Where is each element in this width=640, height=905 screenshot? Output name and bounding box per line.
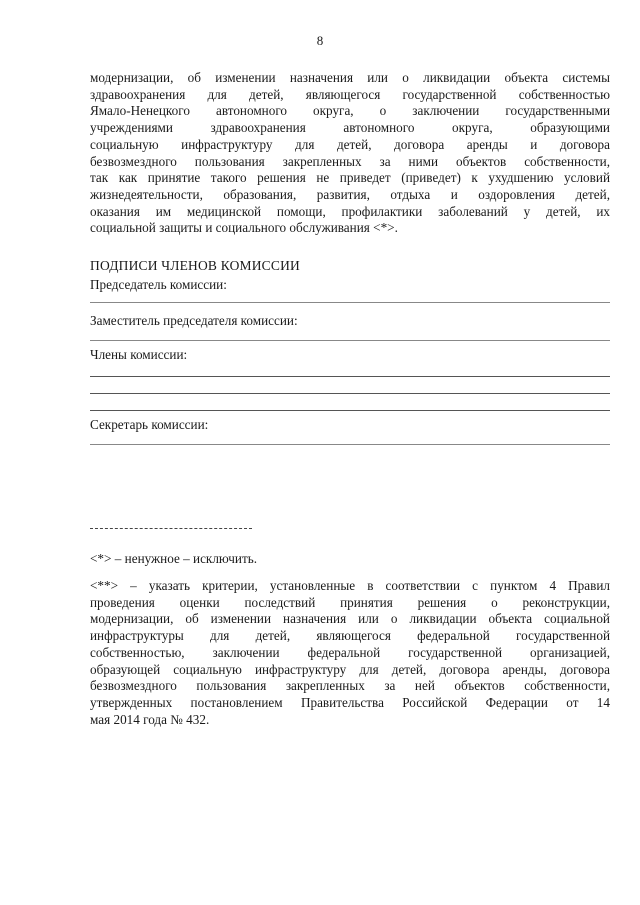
footnote-2 — [90, 578, 610, 728]
deputy-signature-line — [90, 340, 610, 341]
secretary-label: Секретарь комиссии: — [90, 417, 209, 432]
paragraph-line: жизнедеятельности, образования, развития, отдыха и оздоровления детей, — [90, 186, 610, 202]
footnote-line: проведения оценки последствий принятия решения о реконструкции, — [90, 594, 610, 610]
footnote-separator — [90, 528, 252, 529]
paragraph-line: оказания им медицинской помощи, профилактики заболеваний у детей, их — [90, 203, 610, 219]
paragraph-line: социальной защиты и социального обслуживания <*>. — [90, 220, 398, 236]
deputy-label: Заместитель председателя комиссии: — [90, 313, 298, 328]
members-label: Члены комиссии: — [90, 347, 188, 362]
members-signature-line — [90, 376, 610, 377]
chair-label: Председатель комиссии: — [90, 277, 227, 292]
paragraph-line: безвозмездного пользования закрепленных за ними объектов собственности, — [90, 153, 610, 169]
secretary-signature-line — [90, 444, 610, 445]
footnote-line: утвержденных постановлением Правительства Российской Федерации от 14 — [90, 694, 610, 710]
footnote-line: инфраструктуры для детей, являющегося федеральной государственной — [90, 628, 610, 644]
members-signature-line — [90, 393, 610, 394]
footnote-line: безвозмездного пользования закрепленных за ней объектов собственности, — [90, 678, 610, 694]
page-number: 8 — [316, 33, 324, 48]
signatures-heading: ПОДПИСИ ЧЛЕНОВ КОМИССИИ — [90, 258, 300, 273]
footnote-line: <**> – указать критерии, установленные в соответствии с пунктом 4 Правил — [90, 578, 610, 593]
paragraph-line: здравоохранения для детей, являющегося государственной собственностью — [90, 86, 610, 102]
footnote-1: <*> – ненужное – исключить. — [90, 551, 258, 566]
footnote-line: собственностью, заключении федеральной государственной организацией, — [90, 644, 610, 660]
chair-signature-line — [90, 302, 610, 303]
members-signature-line — [90, 410, 610, 411]
paragraph-line: модернизации, об изменении назначения или о ликвидации объекта системы — [90, 70, 610, 85]
footnote-line: образующей социальную инфраструктуру для детей, договора аренды, договора — [90, 661, 610, 677]
paragraph-line: учреждениями здравоохранения автономного округа, образующими — [90, 120, 610, 136]
paragraph-line: Ямало-Ненецкого автономного округа, о заключении государственными — [90, 103, 610, 119]
footnote-line: мая 2014 года № 432. — [90, 711, 210, 727]
paragraph-line: социальную инфраструктуру для детей, договора аренды и договора — [90, 136, 610, 152]
footnote-line: модернизации, об изменении назначения или о ликвидации объекта социальной — [90, 611, 610, 627]
body-paragraph — [90, 70, 610, 237]
paragraph-line: так как принятие такого решения не приведет (приведет) к ухудшению условий — [90, 170, 610, 186]
